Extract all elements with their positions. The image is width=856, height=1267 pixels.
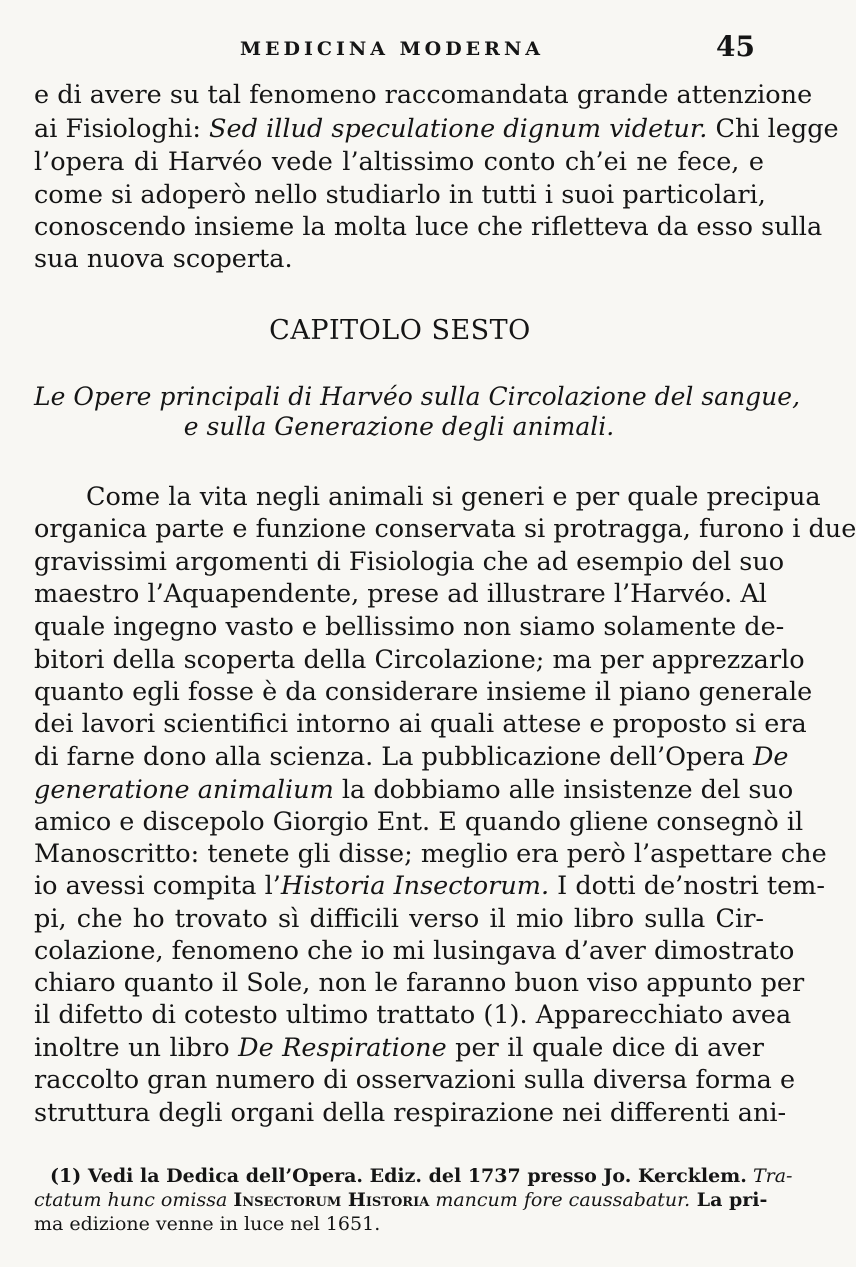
footnote-italic: Tra- bbox=[746, 1165, 793, 1187]
text-line: Come la vita negli animali si generi e per quale precipua bbox=[86, 482, 821, 512]
text-line: Manoscritto: tenete gli disse; meglio era però l’aspettare che bbox=[34, 839, 827, 869]
footnote-italic: mancum fore caussabatur. bbox=[429, 1189, 691, 1211]
text-run: inoltre un libro bbox=[34, 1033, 239, 1063]
text-line: pi, che ho trovato sì difficili verso il mio libro sulla Cir- bbox=[34, 904, 764, 934]
text-line bbox=[34, 114, 839, 144]
text-line: struttura degli organi della respirazione nei differenti ani- bbox=[34, 1098, 787, 1128]
work-title: Historia Insectorum. bbox=[280, 871, 550, 901]
page-number: 45 bbox=[716, 30, 755, 63]
latin-quote: Sed illud speculatione dignum videtur. bbox=[209, 114, 708, 144]
work-title: De bbox=[752, 742, 789, 772]
text-run: Chi legge bbox=[707, 114, 839, 144]
text-run: ai Fisiologhi: bbox=[34, 114, 210, 144]
text-line: sua nuova scoperta. bbox=[34, 244, 293, 274]
work-title: De Respiratione bbox=[238, 1033, 447, 1063]
chapter-subtitle: Le Opere principali di Harvéo sulla Circolazione del sangue, bbox=[34, 382, 801, 411]
text-line: chiaro quanto il Sole, non le faranno buon viso appunto per bbox=[34, 968, 805, 998]
footnote-line: ma edizione venne in luce nel 1651. bbox=[34, 1213, 381, 1235]
text-run: di farne dono alla scienza. La pubblicazione dell’Opera bbox=[34, 742, 753, 772]
text-line bbox=[34, 742, 789, 772]
running-head: MEDICINA MODERNA bbox=[240, 38, 545, 60]
text-run: per il quale dice di aver bbox=[446, 1033, 764, 1063]
text-line: raccolto gran numero di osservazioni sulla diversa forma e bbox=[34, 1065, 796, 1095]
text-line: dei lavori scientifici intorno ai quali attese e proposto si era bbox=[34, 709, 807, 739]
text-line bbox=[34, 775, 794, 805]
footnote-text: La pri- bbox=[690, 1189, 768, 1211]
text-line: quanto egli fosse è da considerare insieme il piano generale bbox=[34, 677, 813, 707]
work-title: generatione animalium bbox=[34, 775, 334, 805]
text-run: io avessi compita l’ bbox=[34, 871, 281, 901]
text-line: e di avere su tal fenomeno raccomandata grande attenzione bbox=[34, 80, 813, 110]
footnote-smallcaps: Insectorum Historia bbox=[233, 1189, 430, 1211]
text-line: come si adoperò nello studiarlo in tutti i suoi particolari, bbox=[34, 180, 766, 210]
text-line bbox=[34, 1033, 764, 1063]
text-line bbox=[34, 871, 825, 901]
text-line: amico e discepolo Giorgio Ent. E quando gliene consegnò il bbox=[34, 807, 804, 837]
text-run: I dotti de’nostri tem- bbox=[549, 871, 825, 901]
chapter-title: CAPITOLO SESTO bbox=[269, 315, 531, 346]
text-line: maestro l’Aquapendente, prese ad illustrare l’Harvéo. Al bbox=[34, 579, 767, 609]
text-line: il difetto di cotesto ultimo trattato (1). Apparecchiato avea bbox=[34, 1000, 792, 1030]
text-line: bitori della scoperta della Circolazione; ma per apprezzarlo bbox=[34, 645, 805, 675]
footnote-italic: ctatum hunc omissa bbox=[34, 1189, 234, 1211]
text-line: organica parte e funzione conservata si protragga, furono i due bbox=[34, 514, 856, 544]
text-line: l’opera di Harvéo vede l’altissimo conto ch’ei ne fece, e bbox=[34, 147, 764, 177]
footnote-line bbox=[50, 1164, 793, 1188]
chapter-subtitle: e sulla Generazione degli animali. bbox=[183, 412, 615, 441]
text-line: quale ingegno vasto e bellissimo non siamo solamente de- bbox=[34, 612, 785, 642]
text-line: gravissimi argomenti di Fisiologia che ad esempio del suo bbox=[34, 547, 785, 577]
text-line: colazione, fenomeno che io mi lusingava d’aver dimostrato bbox=[34, 936, 795, 966]
footnote-text: (1) Vedi la Dedica dell’Opera. Ediz. del 1737 presso Jo. Kercklem. bbox=[50, 1165, 747, 1187]
text-run: la dobbiamo alle insistenze del suo bbox=[333, 775, 794, 805]
footnote-line bbox=[34, 1188, 768, 1212]
text-line: conoscendo insieme la molta luce che rifletteva da esso sulla bbox=[34, 212, 823, 242]
